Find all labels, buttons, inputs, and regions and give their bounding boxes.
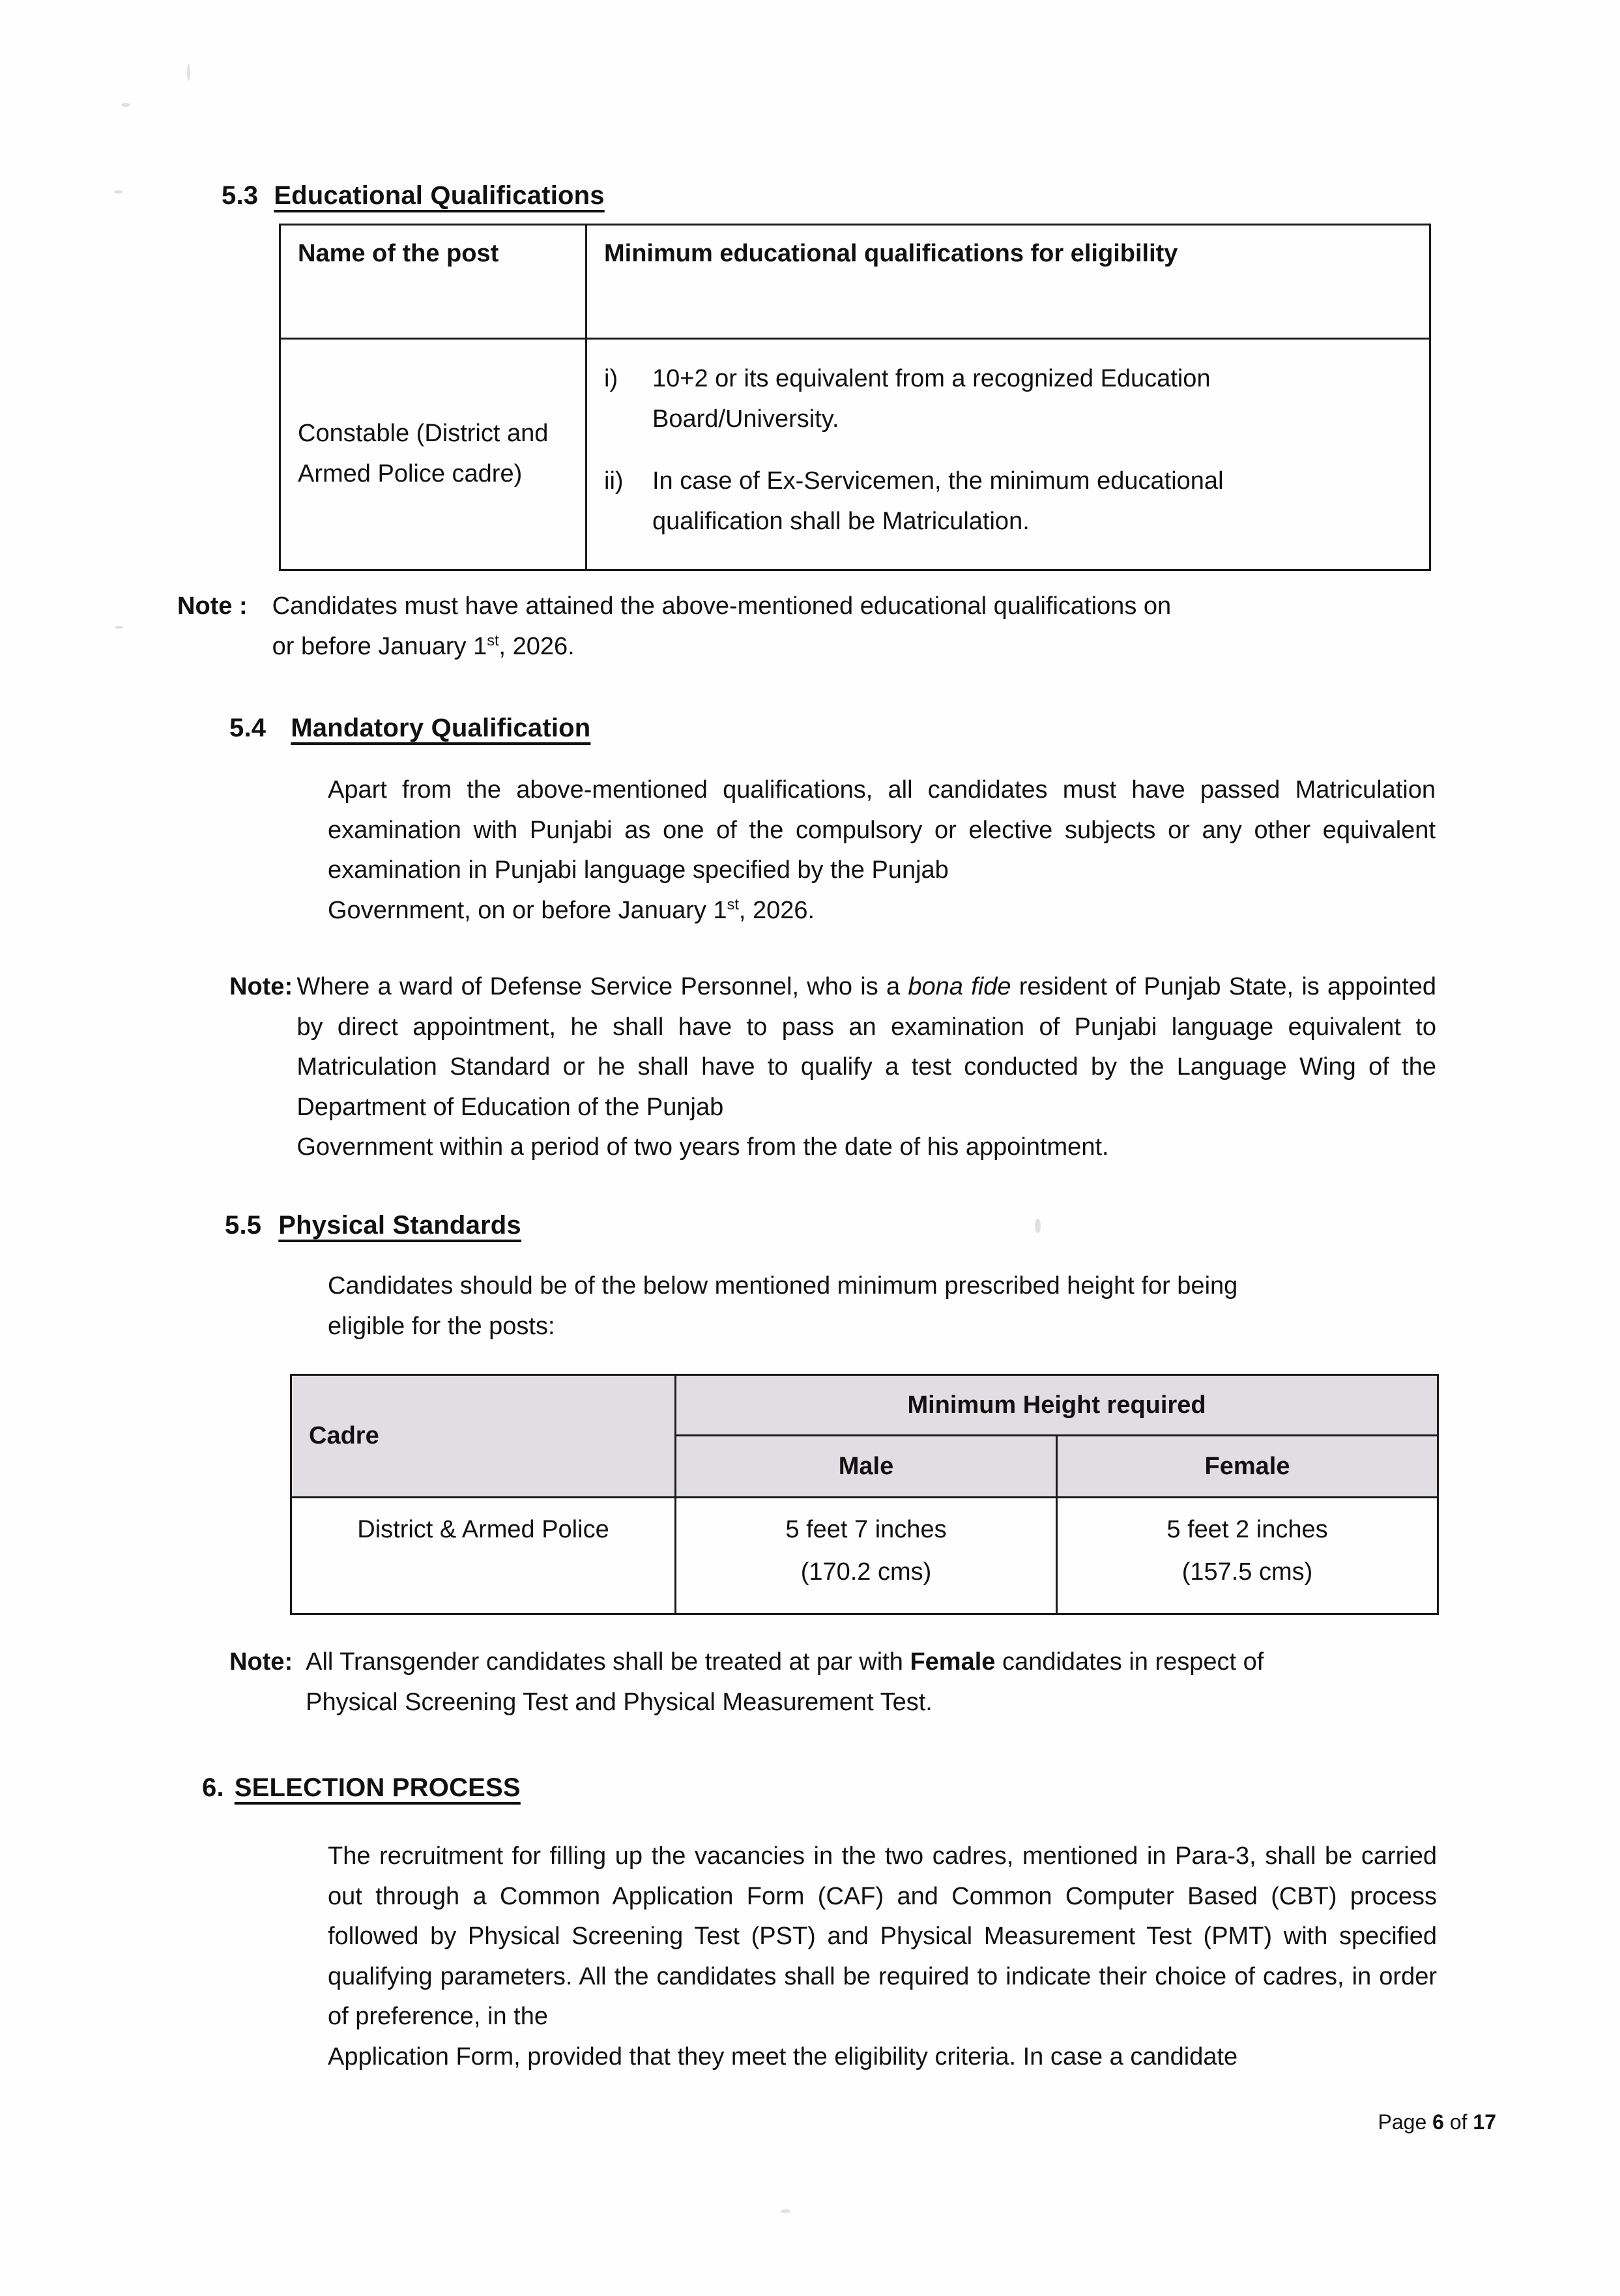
- heading-5-3-number: 5.3: [222, 181, 259, 210]
- col-header-minimum-height: Minimum Height required: [676, 1375, 1438, 1436]
- note-line-2-after: , 2026.: [499, 632, 575, 660]
- educational-qualifications-table: [279, 224, 1431, 571]
- list-item: [604, 461, 1412, 542]
- male-height-cms: (170.2 cms): [800, 1558, 932, 1586]
- heading-5-5-number: 5.5: [225, 1211, 262, 1240]
- note-text-part-1: All Transgender candidates shall be treated at par with: [306, 1648, 910, 1676]
- list-text-lastline: Board/University.: [652, 405, 839, 433]
- para-line-5: be required to indicate their choice of cadres, in order of preference, in the: [328, 1962, 1438, 2031]
- note-5-3: [177, 587, 1435, 667]
- note-text-italic: bona fide: [908, 973, 1011, 1001]
- footer-prefix: Page: [1378, 2110, 1433, 2134]
- list-text-line: In case of Ex-Servicemen, the minimum educational: [652, 467, 1224, 495]
- page-footer: [1378, 2110, 1496, 2134]
- ordinal-suffix: st: [727, 895, 739, 913]
- table-row: [280, 339, 1430, 570]
- note-text-part-2: candidates in respect of: [995, 1648, 1264, 1676]
- footer-total-pages: 17: [1473, 2110, 1496, 2134]
- list-text-line: 10+2 or its equivalent from a recognized Education: [652, 365, 1211, 392]
- note-5-4: [229, 967, 1436, 1168]
- heading-5-5: [225, 1211, 1620, 1240]
- footer-middle: of: [1443, 2110, 1473, 2134]
- table-row: [291, 1498, 1438, 1614]
- heading-6-title: SELECTION PROCESS: [234, 1773, 521, 1803]
- male-height-feet: 5 feet 7 inches: [785, 1516, 947, 1544]
- heading-5-4: [229, 714, 1620, 743]
- col-header-name-of-post: Name of the post: [280, 225, 586, 339]
- list-item: [604, 359, 1412, 439]
- scan-speck: [781, 2209, 790, 2213]
- list-marker: ii): [604, 467, 624, 495]
- footer-page-number: 6: [1432, 2110, 1444, 2134]
- heading-6: [202, 1773, 1620, 1803]
- note-text-bold: Female: [910, 1648, 996, 1676]
- note-text: [297, 967, 1436, 1168]
- heading-5-3: [222, 181, 1620, 211]
- intro-line-1: Candidates should be of the below mentioned minimum prescribed height for being: [328, 1272, 1238, 1300]
- paragraph-6: [328, 1837, 1437, 2077]
- cell-qualifications: [586, 339, 1430, 570]
- para-line-6: Application Form, provided that they meet the eligibility criteria. In case a candidate: [328, 2042, 1238, 2071]
- note-text: [306, 1642, 1438, 1722]
- ordinal-suffix: st: [487, 631, 499, 648]
- list-marker: i): [604, 365, 618, 392]
- paragraph-5-5-intro: [328, 1266, 1437, 1346]
- col-header-male: Male: [676, 1436, 1057, 1498]
- para-line-4: [328, 891, 1436, 931]
- para-line-4: Measurement Test (PMT) with specified qualifying parameters. All the candidates shall: [328, 1923, 1437, 1990]
- note-5-5: [229, 1642, 1438, 1722]
- table-header-row-group: [291, 1375, 1438, 1436]
- note-line-1: Candidates must have attained the above-mentioned educational qualifications on: [272, 592, 1172, 620]
- para-line-3: Computer Based (CBT) process followed by Physical Screening Test (PST) and Physical: [328, 1882, 1437, 1951]
- cell-female-height: [1057, 1498, 1438, 1614]
- para-line-3: or any other equivalent examination in Punjabi language specified by the Punjab: [328, 816, 1436, 884]
- qualification-list: [604, 359, 1412, 542]
- heading-6-number: 6.: [202, 1773, 224, 1803]
- heading-5-4-number: 5.4: [229, 714, 267, 743]
- para-line-2: Matriculation examination with Punjabi as one of the compulsory or elective subjects: [328, 776, 1436, 844]
- female-height-feet: 5 feet 2 inches: [1166, 1516, 1328, 1544]
- cell-cadre: District & Armed Police: [291, 1498, 676, 1614]
- note-label: Note:: [229, 973, 293, 1001]
- heading-5-3-title: Educational Qualifications: [274, 181, 605, 210]
- female-height-cms: (157.5 cms): [1181, 1558, 1313, 1586]
- para-line-2: shall be carried out through a Common Application Form (CAF) and Common: [328, 1842, 1438, 1910]
- note-line-2-before: or before January 1: [272, 632, 487, 660]
- note-label: Note :: [177, 592, 248, 620]
- note-text-part-2: resident of Punjab State, is appointed by direct appointment, he shall have to pass an examination of Punjabi language equivalent to Matriculation Standard or he shall have to qualify a test conducted by the Language Wing of the Department of Education of the Punjab: [297, 973, 1436, 1121]
- paragraph-5-4: [328, 770, 1436, 931]
- table-header-row: [280, 225, 1430, 339]
- para-line-4-before: Government, on or before January 1: [328, 896, 727, 924]
- cell-male-height: [676, 1498, 1057, 1614]
- col-header-cadre: Cadre: [291, 1375, 676, 1498]
- physical-standards-table: [290, 1374, 1439, 1615]
- note-label: Note:: [229, 1648, 293, 1676]
- para-line-1: Apart from the above-mentioned qualifications, all candidates must have passed: [328, 776, 1280, 804]
- note-text: [272, 587, 1435, 667]
- para-line-1: The recruitment for filling up the vacancies in the two cadres, mentioned in Para-3,: [328, 1842, 1256, 1870]
- cell-post-name: Constable (District and Armed Police cadre): [280, 339, 586, 570]
- col-header-minimum-qualifications: Minimum educational qualifications for eligibility: [586, 225, 1430, 339]
- note-line-2: [272, 627, 1435, 667]
- heading-5-4-title: Mandatory Qualification: [291, 714, 591, 743]
- heading-5-5-title: Physical Standards: [278, 1211, 521, 1240]
- note-lastline: Government within a period of two years from the date of his appointment.: [297, 1133, 1109, 1161]
- note-lastline: Physical Screening Test and Physical Measurement Test.: [306, 1688, 933, 1716]
- list-text: [652, 461, 1412, 542]
- intro-line-2: eligible for the posts:: [328, 1312, 555, 1340]
- note-text-part-1: Where a ward of Defense Service Personnel, who is a: [297, 973, 908, 1001]
- list-text: [652, 359, 1412, 439]
- list-text-lastline: qualification shall be Matriculation.: [652, 507, 1030, 535]
- col-header-female: Female: [1057, 1436, 1438, 1498]
- para-line-4-after: , 2026.: [738, 896, 815, 924]
